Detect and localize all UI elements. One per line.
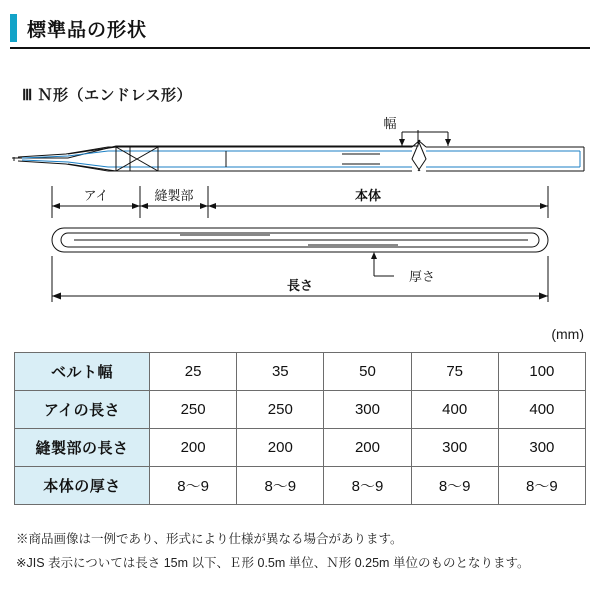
footnote-1: ※商品画像は一例であり、形式により仕様が異なる場合があります。 [16, 532, 403, 546]
cell-belt-width-1: 25 [150, 353, 237, 391]
label-body: 本体 [354, 188, 382, 203]
cell-body-thickness-4: 8～9 [411, 467, 498, 505]
sling-diagram-svg [8, 110, 592, 315]
footnote-2: ※JIS 表示については長さ 15m 以下、Ｅ形 0.5m 単位、Ｎ形 0.25m 単位のものとなります。 [16, 555, 530, 570]
spec-table [14, 352, 586, 505]
header-accent-bar [10, 14, 17, 42]
cell-belt-width-2: 35 [237, 353, 324, 391]
cell-belt-width-5: 100 [498, 353, 585, 391]
footnotes [16, 528, 588, 576]
label-sewn: 縫製部 [154, 188, 194, 203]
cell-sewn-length-2: 200 [237, 429, 324, 467]
table-row [15, 467, 586, 505]
cell-eye-length-5: 400 [498, 391, 585, 429]
row-header-eye-length: アイの長さ [15, 391, 150, 429]
sling-diagram [8, 110, 592, 315]
label-thickness: 厚さ [408, 269, 436, 284]
cell-body-thickness-1: 8～9 [150, 467, 237, 505]
cell-eye-length-1: 250 [150, 391, 237, 429]
thickness-dimension [371, 252, 435, 284]
table-row [15, 353, 586, 391]
side-view-loop [52, 228, 548, 252]
cell-sewn-length-3: 200 [324, 429, 411, 467]
unit-note: (mm) [551, 326, 584, 342]
row-header-body-thickness: 本体の厚さ [15, 467, 150, 505]
cell-belt-width-3: 50 [324, 353, 411, 391]
table-row [15, 429, 586, 467]
upper-dimension-bar [52, 186, 548, 218]
width-dimension [383, 116, 451, 146]
cell-sewn-length-5: 300 [498, 429, 585, 467]
cell-body-thickness-2: 8～9 [237, 467, 324, 505]
cell-body-thickness-5: 8～9 [498, 467, 585, 505]
label-length: 長さ [286, 278, 314, 293]
header-divider [10, 47, 590, 49]
section-subtitle: Ⅲ Ｎ形（エンドレス形） [22, 87, 193, 104]
row-header-sewn-length: 縫製部の長さ [15, 429, 150, 467]
label-width: 幅 [383, 116, 397, 131]
top-view-belt [12, 130, 584, 171]
cell-sewn-length-1: 200 [150, 429, 237, 467]
row-header-belt-width: ベルト幅 [15, 353, 150, 391]
cell-sewn-length-4: 300 [411, 429, 498, 467]
cell-eye-length-3: 300 [324, 391, 411, 429]
cell-eye-length-4: 400 [411, 391, 498, 429]
page-title: 標準品の形状 [27, 19, 148, 41]
table-row [15, 391, 586, 429]
label-eye: アイ [83, 188, 109, 203]
page-header [0, 8, 600, 48]
length-dimension [52, 256, 548, 302]
cell-belt-width-4: 75 [411, 353, 498, 391]
cell-eye-length-2: 250 [237, 391, 324, 429]
cell-body-thickness-3: 8～9 [324, 467, 411, 505]
